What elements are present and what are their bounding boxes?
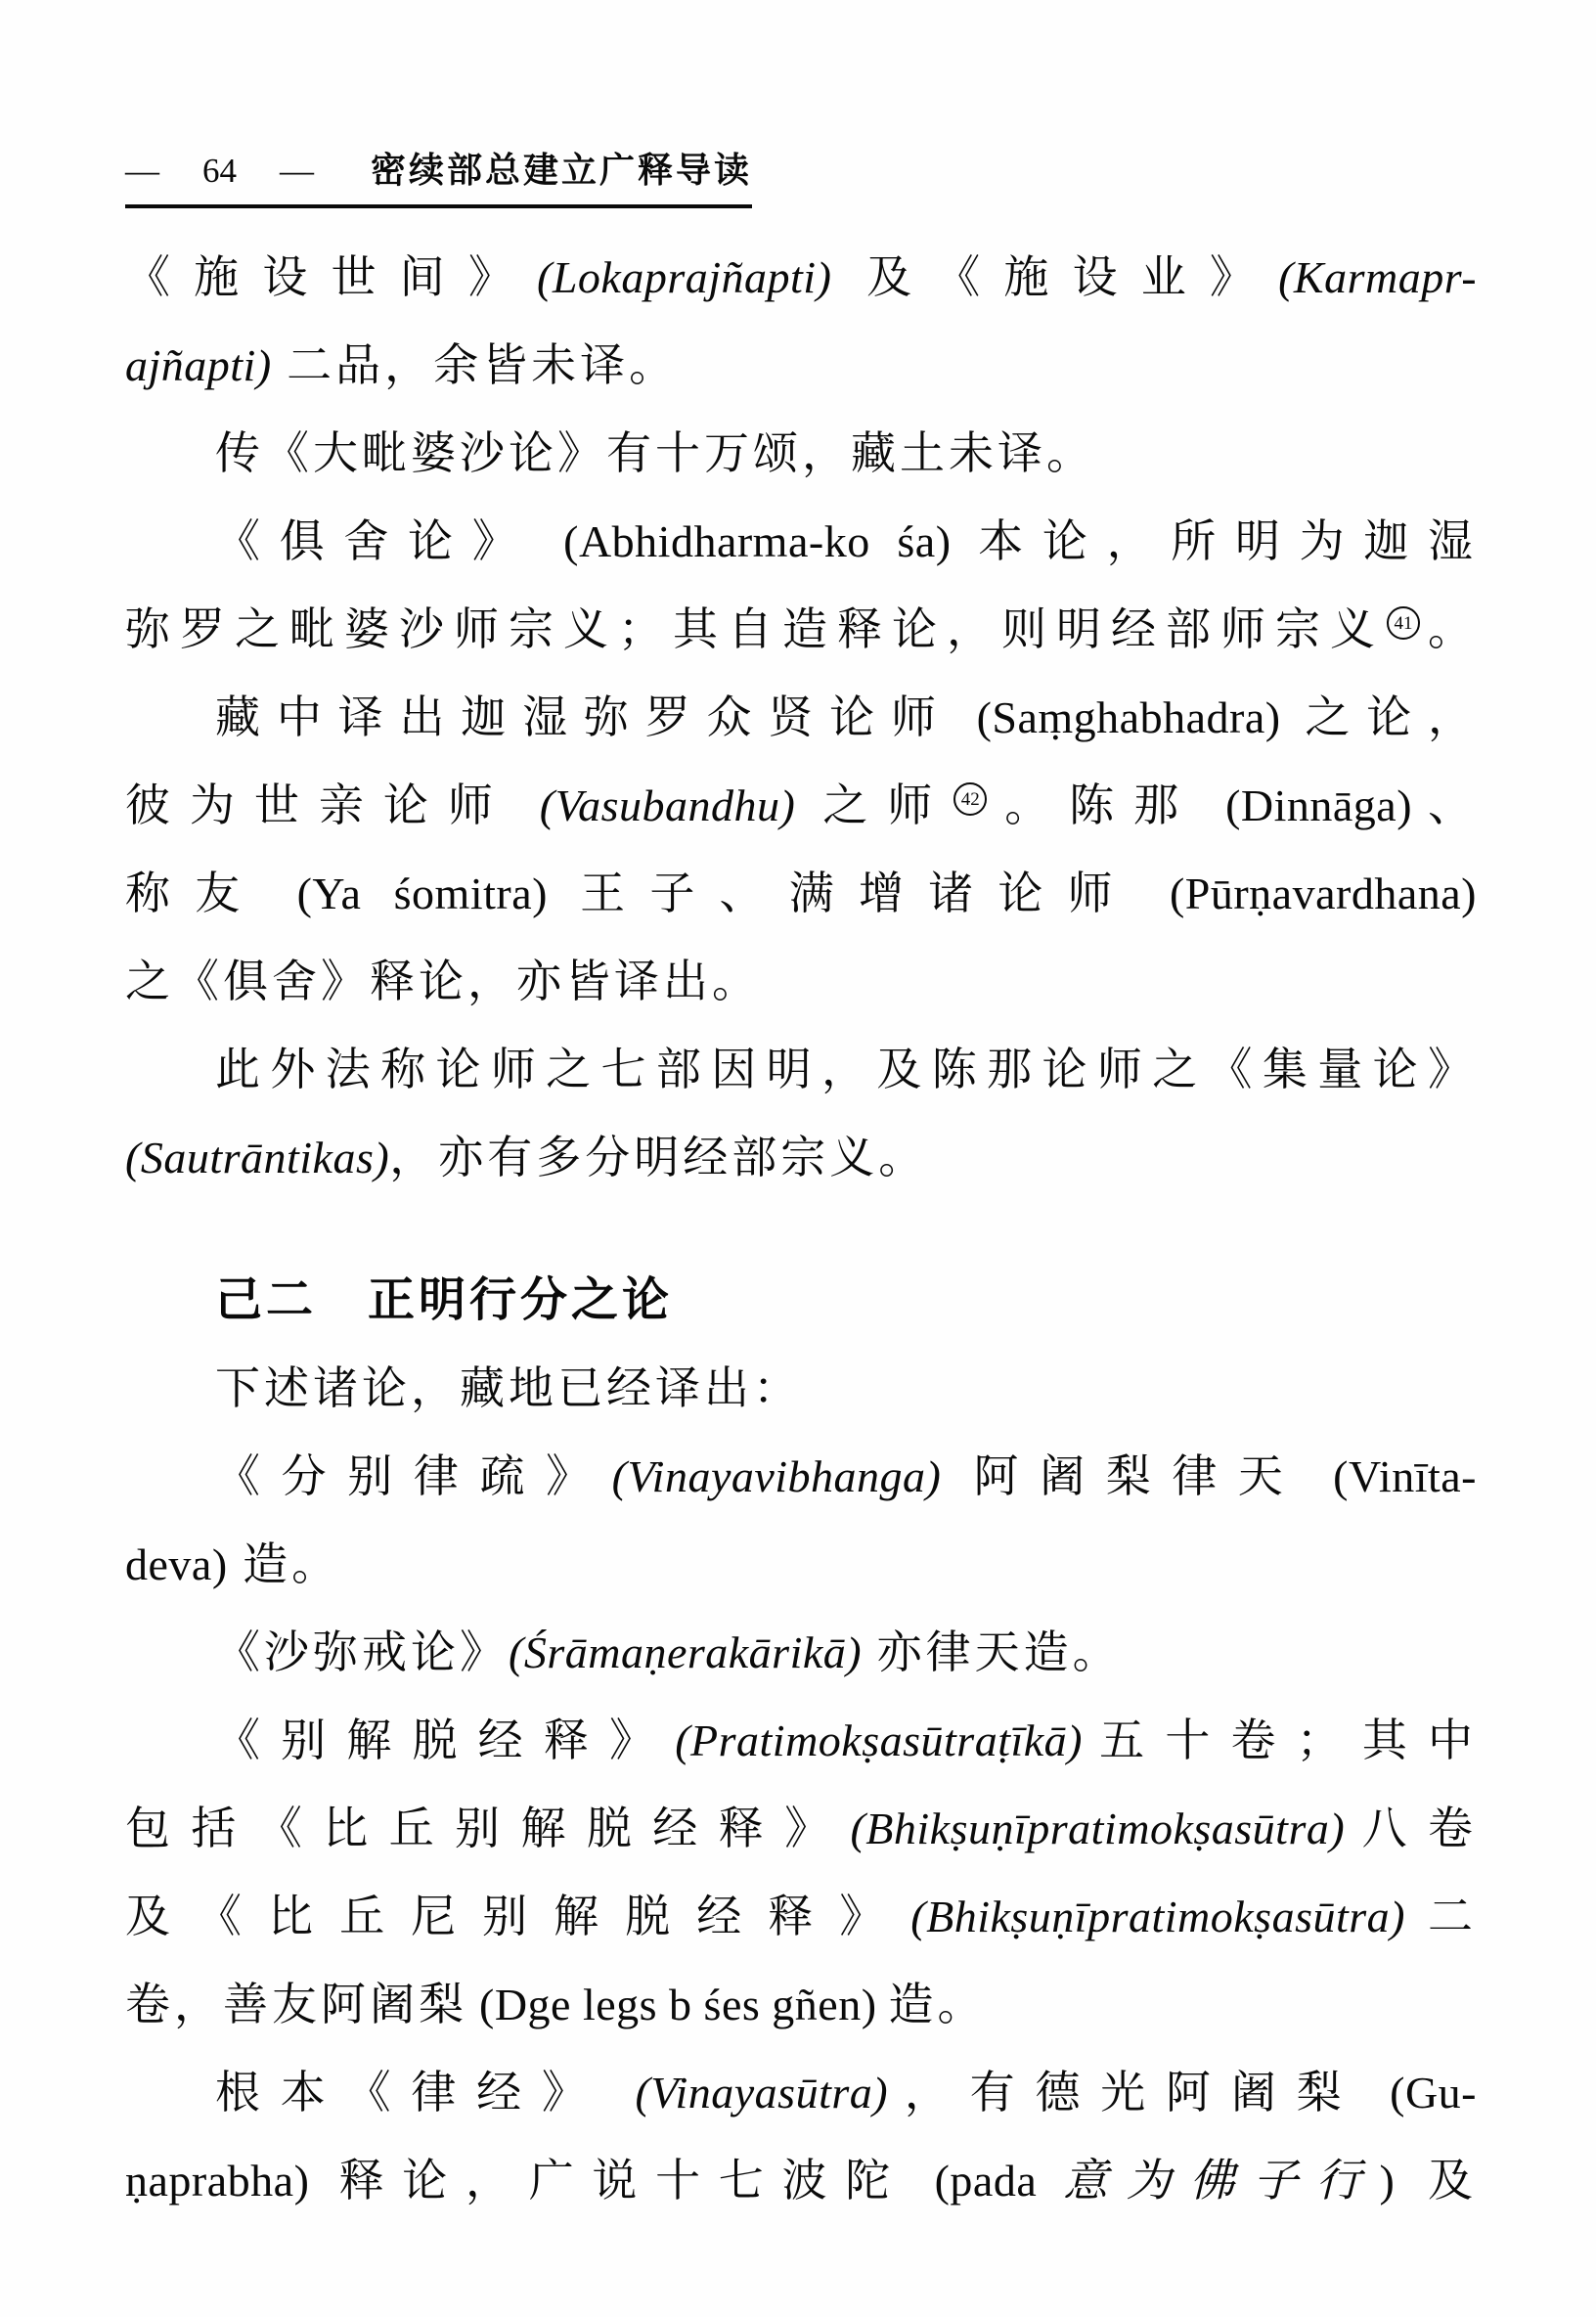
cjk-text: 弥罗之毗婆沙师宗义；其自造释论，则明经部师宗义 — [125, 604, 1385, 654]
cjk-text: 包括《比丘别解脱经释》 — [125, 1804, 851, 1853]
text-line — [125, 2049, 1477, 2137]
book-title: 密续部总建立广释导读 — [371, 150, 753, 190]
text-line — [125, 2137, 1477, 2225]
text-line — [125, 850, 1477, 938]
cjk-text: 下述诸论，藏地已经译出： — [215, 1363, 802, 1413]
cjk-text: 本论，所明为迦湿 — [978, 516, 1478, 566]
text-line — [125, 1433, 1477, 1521]
text-line — [125, 674, 1477, 762]
latin-text: deva) — [125, 1539, 228, 1589]
cjk-text: 造。 — [227, 1539, 341, 1589]
latin-text: (Ya śomitra) — [264, 869, 581, 918]
sanskrit-italic-text: (Karmapr- — [1278, 252, 1478, 302]
latin-text: (Saṃghabhadra) — [952, 692, 1306, 742]
header-left-dash: — — [125, 152, 159, 190]
cjk-text: 及《比丘尼别解脱经释》 — [125, 1892, 911, 1941]
text-line — [125, 586, 1477, 674]
latin-text: ṇaprabha) — [125, 2156, 310, 2206]
footnote-marker: 41 — [1387, 606, 1420, 640]
cjk-text: ，亦有多分明经部宗义。 — [389, 1133, 928, 1182]
cjk-text: 造。 — [888, 1980, 987, 2029]
latin-text: (Gu- — [1361, 2068, 1477, 2117]
cjk-text: 传《大毗婆沙论》有十万颂，藏土未译。 — [215, 428, 1095, 478]
page-number: 64 — [202, 152, 237, 190]
latin-text: (Dinnāga) — [1198, 780, 1413, 830]
text-line — [125, 410, 1477, 498]
cjk-text: 藏中译出迦湿弥罗众贤论师 — [215, 692, 953, 742]
cjk-text: 己二 正明行分之论 — [215, 1274, 674, 1326]
latin-text: (pada — [908, 2156, 1063, 2206]
latin-text: (Pūrṇavardhana) — [1136, 869, 1477, 918]
sanskrit-italic-text: (Pratimokṣasūtraṭīkā) — [675, 1715, 1083, 1765]
sanskrit-italic-text: ajñapti) — [125, 340, 272, 390]
cjk-text: 称友 — [125, 869, 265, 918]
text-line — [125, 938, 1477, 1026]
text-line — [125, 1961, 1477, 2049]
cjk-text: 之《俱舍》释论，亦皆译出。 — [125, 957, 761, 1006]
text-line — [125, 322, 1477, 410]
text-line — [125, 1345, 1477, 1433]
sanskrit-italic-text: (Bhikṣuṇīpratimokṣasūtra) — [910, 1892, 1405, 1941]
sanskrit-italic-text: (Vinayavibhanga) — [611, 1451, 942, 1501]
text-line — [125, 234, 1477, 322]
cjk-text: 五十卷；其中 — [1082, 1715, 1478, 1765]
cjk-text: 亦律天造。 — [862, 1627, 1122, 1677]
sanskrit-italic-text: (Vasubandhu) — [511, 780, 823, 830]
cjk-text: 之师 — [822, 780, 953, 830]
cjk-text: 。陈那 — [989, 780, 1199, 830]
cjk-text: ) 及 — [1379, 2156, 1478, 2206]
header-right-dash: — — [280, 152, 314, 190]
text-line — [125, 1785, 1477, 1873]
sanskrit-italic-text: (Lokaprajñapti) — [537, 252, 832, 302]
sanskrit-italic-text: (Sautrāntikas) — [125, 1133, 390, 1182]
cjk-text: 《别解脱经释》 — [215, 1715, 676, 1765]
text-line — [125, 1697, 1477, 1785]
text-line — [125, 1521, 1477, 1609]
cjk-text: 二 — [1404, 1892, 1478, 1941]
sanskrit-italic-text: (Bhikṣuṇīpratimokṣasūtra) — [850, 1804, 1346, 1853]
latin-text: (Abhidharma-ko śa) — [536, 516, 979, 566]
running-header-row — [125, 143, 752, 193]
text-line — [125, 1873, 1477, 1961]
cjk-text: 彼为世亲论师 — [125, 780, 512, 830]
cjk-text: 王子、满增诸论师 — [580, 869, 1137, 918]
cjk-text: 根本《律经》 — [215, 2068, 607, 2117]
sanskrit-italic-text: (Vinayasūtra) — [606, 2068, 889, 2117]
cjk-text: 《分别律疏》 — [215, 1451, 612, 1501]
text-line — [125, 1026, 1477, 1114]
cjk-text: ，有德光阿阇梨 — [888, 2068, 1362, 2117]
cjk-text: 《沙弥戒论》 — [215, 1627, 509, 1677]
cjk-text: 、 — [1412, 780, 1478, 830]
cjk-text: 《俱舍论》 — [215, 516, 537, 566]
cjk-text: 。 — [1422, 604, 1477, 654]
page-body-text — [125, 234, 1477, 2225]
section-heading — [125, 1257, 1477, 1345]
cjk-text: 及《施设业》 — [831, 252, 1279, 302]
cjk-text: 之论， — [1305, 692, 1477, 742]
cjk-text: 二品，余皆未译。 — [271, 340, 679, 390]
cjk-text: 释论，广说十七波陀 — [309, 2156, 909, 2206]
cjk-italic-text: 意为佛子行 — [1062, 2156, 1380, 2206]
text-line — [125, 498, 1477, 586]
running-header — [125, 143, 752, 208]
cjk-text: 此外法称论师之七部因明，及陈那论师之《集量论》 — [215, 1045, 1477, 1094]
latin-text: (Vinīta- — [1304, 1451, 1477, 1501]
latin-text: (Dge legs b śes gñen) — [467, 1980, 889, 2029]
cjk-text: 《施设世间》 — [125, 252, 538, 302]
text-line — [125, 762, 1477, 850]
sanskrit-italic-text: (Śrāmaṇerakārikā) — [509, 1627, 863, 1677]
footnote-marker: 42 — [953, 782, 987, 816]
cjk-text: 卷，善友阿阇梨 — [125, 1980, 467, 2029]
text-line — [125, 1609, 1477, 1697]
text-line — [125, 1114, 1477, 1202]
cjk-text: 八卷 — [1345, 1804, 1478, 1853]
cjk-text: 阿阇梨律天 — [941, 1451, 1305, 1501]
